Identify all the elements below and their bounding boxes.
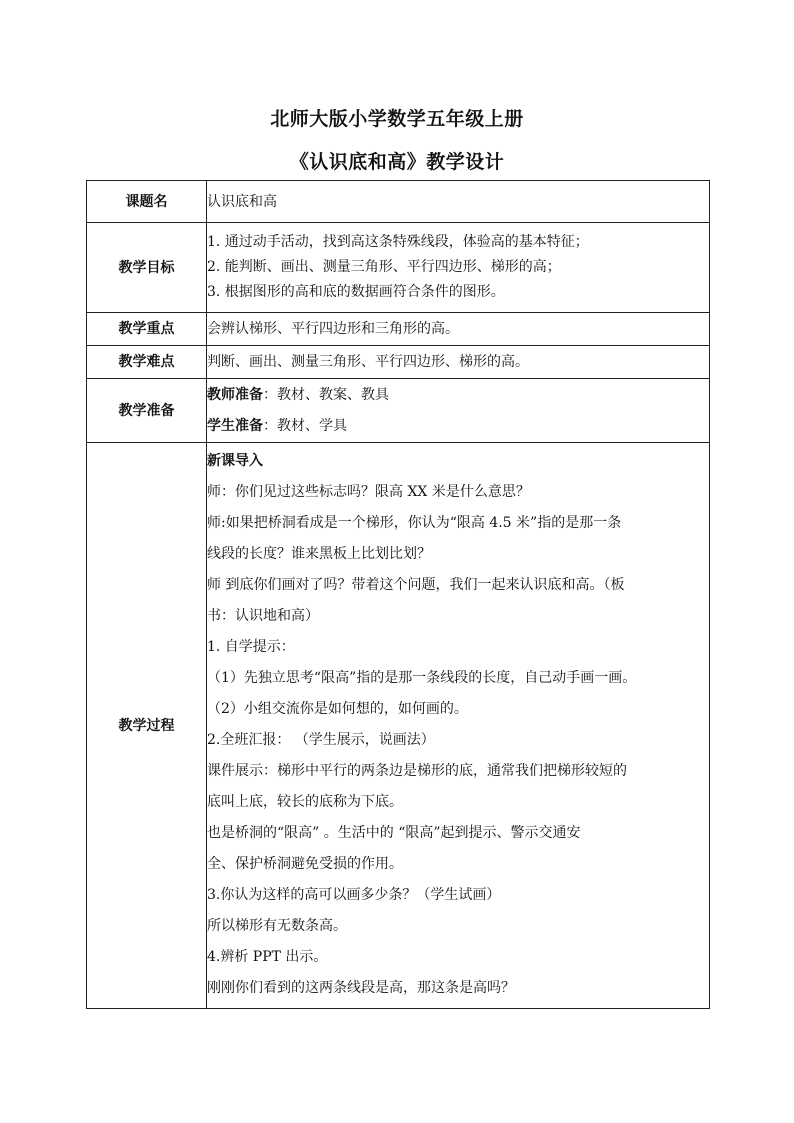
process-line: （1）先独立思考“限高”指的是那一条线段的长度，自己动手画一画。	[207, 670, 637, 686]
teacher-preparation	[207, 380, 709, 411]
table-row-topic	[87, 181, 710, 223]
process-cell	[207, 443, 710, 1009]
teacher-preparation-value: ：教材、教案、教具	[263, 386, 389, 403]
table-row-preparation	[87, 379, 710, 443]
process-line: 师 到底你们画对了吗？带着这个问题，我们一起来认识底和高。（板	[207, 577, 625, 593]
process-line: 也是桥洞的“限高” 。生活中的 “限高”起到提示、警示交通安	[207, 825, 581, 841]
lesson-plan-table	[86, 180, 710, 1009]
row-label-key-point: 教学重点	[87, 313, 207, 346]
goal-item: 3. 根据图形的高和底的数据画符合条件的图形。	[207, 284, 505, 300]
topic-value: 认识底和高	[207, 181, 710, 223]
teacher-preparation-label: 教师准备	[207, 386, 263, 403]
document-subtitle: 《认识底和高》教学设计	[289, 151, 505, 173]
table-row-key-point	[87, 313, 710, 346]
table-row-goals	[87, 223, 710, 313]
key-point-value: 会辨认梯形、平行四边形和三角形的高。	[207, 313, 710, 346]
row-label-process: 教学过程	[87, 443, 207, 1009]
process-line: 全、保护桥洞避免受损的作用。	[207, 856, 403, 872]
document-title: 北师大版小学数学五年级上册	[270, 108, 524, 130]
row-label-preparation: 教学准备	[87, 379, 207, 443]
student-preparation	[207, 411, 709, 442]
process-line: 1. 自学提示：	[207, 639, 295, 655]
difficulty-value: 判断、画出、测量三角形、平行四边形、梯形的高。	[207, 346, 710, 379]
process-heading	[207, 446, 709, 477]
process-line: （2）小组交流你是如何想的，如何画的。	[207, 701, 468, 717]
student-preparation-value: ：教材、学具	[263, 417, 347, 434]
row-label-difficulty: 教学难点	[87, 346, 207, 379]
table-row-process	[87, 443, 710, 1009]
student-preparation-label: 学生准备	[207, 417, 263, 434]
process-line: 4.辨析 PPT 出示。	[207, 949, 328, 965]
process-line: 所以梯形有无数条高。	[207, 918, 347, 934]
process-line: 3.你认为这样的高可以画多少条？（学生试画）	[207, 887, 501, 903]
table-row-difficulty	[87, 346, 710, 379]
process-line: 书：认识地和高）	[207, 608, 319, 624]
process-line: 师:如果把桥洞看成是一个梯形，你认为“限高 4.5 米”指的是那一条	[207, 515, 622, 531]
goal-item: 2. 能判断、画出、测量三角形、平行四边形、梯形的高；	[207, 259, 561, 275]
process-heading-text: 新课导入	[207, 453, 263, 469]
row-label-topic: 课题名	[87, 181, 207, 223]
process-line: 2.全班汇报： （学生展示，说画法）	[207, 732, 435, 748]
process-line: 课件展示：梯形中平行的两条边是梯形的底，通常我们把梯形较短的	[207, 763, 627, 779]
goal-item: 1. 通过动手活动，找到高这条特殊线段，体验高的基本特征；	[207, 234, 589, 250]
process-line: 底叫上底，较长的底称为下底。	[207, 794, 403, 810]
row-label-goals: 教学目标	[87, 223, 207, 313]
process-line: 线段的长度？谁来黑板上比划比划？	[207, 546, 431, 562]
goals-cell	[207, 223, 710, 313]
process-line: 师：你们见过这些标志吗？限高 XX 米是什么意思？	[207, 484, 530, 500]
process-line: 刚刚你们看到的这两条线段是高，那这条是高吗？	[207, 980, 515, 996]
preparation-cell	[207, 379, 710, 443]
